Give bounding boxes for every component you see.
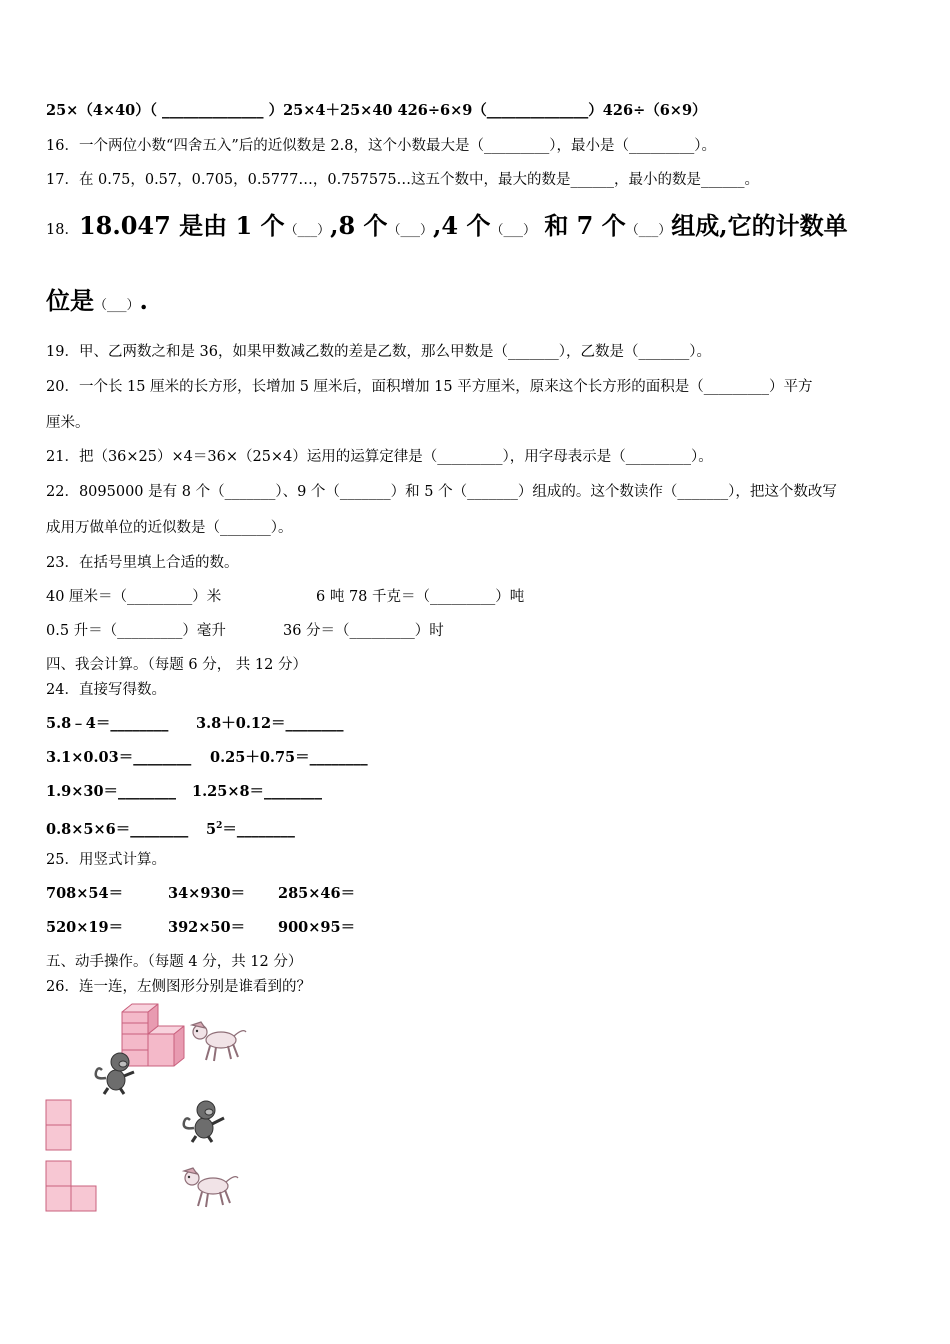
monkey-icon bbox=[180, 1098, 228, 1144]
monkey-icon bbox=[92, 1050, 140, 1096]
question-20-line2: 厘米。 bbox=[46, 415, 90, 431]
question-19: 19．甲、乙两数之和是 36，如果甲数减乙数的差是乙数，那么甲数是（_______），乙数是（_______）。 bbox=[46, 344, 712, 360]
question-22-line2: 成用万做单位的近似数是（_______）。 bbox=[46, 520, 293, 536]
q25-item: 900×95＝ bbox=[278, 919, 356, 936]
dog-icon bbox=[180, 1166, 240, 1210]
side-view-grid bbox=[45, 1160, 99, 1214]
blank-3[interactable]: （___） bbox=[490, 223, 536, 238]
question-18-line1: 18．18.047 是由 1 个（___）,8 个（___）,4 个（___） 和 7 个（___）组成,它的计数单 bbox=[46, 211, 848, 240]
q24-row-3 bbox=[46, 782, 322, 802]
question-23: 23．在括号里填上合适的数。 bbox=[46, 555, 239, 571]
q24-square-item: $5^2=\_\_\_\_\_\_\_\_$ bbox=[206, 820, 295, 838]
question-16: 16．一个两位小数“四舍五入”后的近似数是 2.8，这个小数最大是（_________），最小是（_________）。 bbox=[46, 138, 716, 154]
q23-row-2 bbox=[46, 621, 444, 641]
section-4-heading: 四、我会计算。（每题 6 分， 共 12 分） bbox=[46, 657, 307, 673]
blank-5[interactable]: （___） bbox=[94, 298, 140, 313]
q23-row-1 bbox=[46, 587, 524, 607]
blank-2[interactable]: （___） bbox=[387, 223, 434, 238]
q24-row-1 bbox=[46, 714, 344, 734]
q23-item: 6 吨 78 千克＝（_________）吨 bbox=[316, 589, 525, 605]
q24-item: 3.8＋0.12＝________ bbox=[196, 715, 344, 732]
q25-item: 392×50＝ bbox=[168, 919, 246, 936]
front-view-grid bbox=[45, 1099, 73, 1153]
question-26: 26．连一连，左侧图形分别是谁看到的？ bbox=[46, 979, 311, 995]
q24-item: 1.25×8＝________ bbox=[192, 783, 323, 800]
q25-item: 34×930＝ bbox=[168, 885, 246, 902]
q24-item: 0.25＋0.75＝________ bbox=[210, 749, 368, 766]
question-18-number: 18． bbox=[46, 222, 79, 238]
q23-item: 40 厘米＝（_________）米 bbox=[46, 589, 222, 605]
q25-row-2 bbox=[46, 918, 355, 938]
question-24: 24．直接写得数。 bbox=[46, 682, 166, 698]
question-21: 21．把（36×25）×4＝36×（25×4）运用的运算定律是（_________），用字母表示是（_________）。 bbox=[46, 449, 713, 465]
q24-row-4 bbox=[46, 816, 295, 840]
section-5-heading: 五、动手操作。（每题 4 分，共 12 分） bbox=[46, 954, 303, 970]
q23-item: 36 分＝（_________）时 bbox=[283, 623, 444, 639]
q24-item: 1.9×30＝________ bbox=[46, 783, 177, 800]
q25-item: 708×54＝ bbox=[46, 885, 124, 902]
question-22-line1: 22．8095000 是有 8 个（_______）、9 个（_______）和 5 个（_______）组成的。这个数读作（_______），把这个数改写 bbox=[46, 484, 837, 500]
question-18-line2: 位是（___）. bbox=[46, 286, 148, 315]
dog-icon bbox=[188, 1020, 248, 1064]
q24-item: 0.8×5×6＝________ bbox=[46, 820, 189, 838]
blank-4[interactable]: （___） bbox=[625, 223, 672, 238]
q23-item: 0.5 升＝（_________）毫升 bbox=[46, 623, 226, 639]
q24-row-2 bbox=[46, 748, 368, 768]
question-25: 25．用竖式计算。 bbox=[46, 852, 166, 868]
q25-item: 520×19＝ bbox=[46, 919, 124, 936]
q24-item: 5.8﹣4＝________ bbox=[46, 715, 169, 732]
q25-row-1 bbox=[46, 884, 355, 904]
question-20-line1: 20．一个长 15 厘米的长方形，长增加 5 厘米后，面积增加 15 平方厘米，原来这个长方形的面积是（_________）平方 bbox=[46, 379, 813, 395]
q25-item: 285×46＝ bbox=[278, 885, 356, 902]
q24-item: 3.1×0.03＝________ bbox=[46, 749, 192, 766]
q15-comparison: 25×（4×40）（ ______________ ）25×4＋25×40 426÷6×9（______________）426÷（6×9） bbox=[46, 102, 707, 119]
question-17: 17．在 0.75，0.57，0.705，0.5777…，0.757575…这五个数中，最大的数是______，最小的数是______。 bbox=[46, 172, 760, 188]
blank-1[interactable]: （___） bbox=[284, 223, 331, 238]
